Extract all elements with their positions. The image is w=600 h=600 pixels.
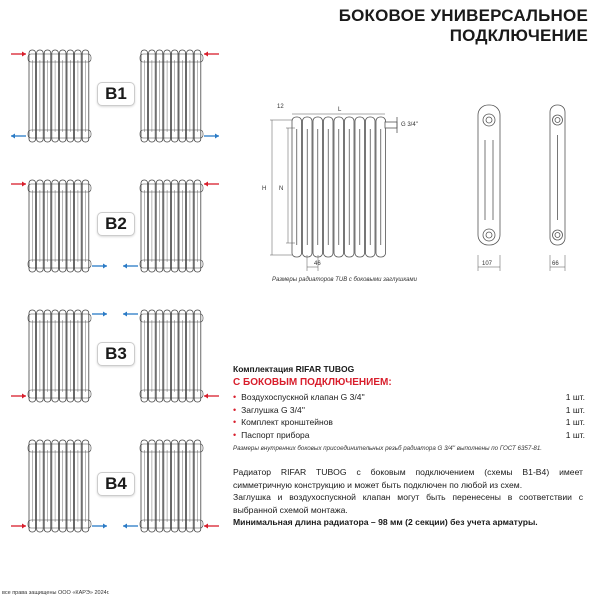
- arrowhead-icon: [22, 52, 26, 57]
- arrowhead-icon: [22, 182, 26, 187]
- technical-drawing: [250, 95, 600, 275]
- dim-N: N: [279, 186, 284, 192]
- arrowhead-icon: [11, 134, 15, 139]
- dim-L: L: [338, 107, 342, 113]
- scheme-label: B2: [97, 212, 135, 236]
- kit-item: • Воздухоспускной клапан G 3/4'' 1 шт.: [233, 392, 585, 403]
- radiator-right: [140, 180, 203, 272]
- radiator-left: [28, 180, 91, 272]
- arrowhead-icon: [123, 264, 127, 269]
- drawing-caption: Размеры радиаторов TUB с боковыми заглушками: [272, 277, 417, 283]
- arrowhead-icon: [22, 524, 26, 529]
- dim-H: H: [262, 186, 267, 192]
- dim-46: 46: [314, 261, 321, 267]
- radiator-right: [140, 440, 203, 532]
- arrowhead-icon: [103, 264, 107, 269]
- bullet-icon: •: [233, 404, 237, 415]
- dim-107: 107: [482, 261, 493, 267]
- arrowhead-icon: [123, 524, 127, 529]
- scheme-b1: [0, 44, 232, 144]
- radiator-right: [140, 50, 203, 142]
- kit-item: • Паспорт прибора 1 шт.: [233, 429, 585, 440]
- bullet-icon: •: [233, 429, 237, 440]
- radiator-right: [140, 310, 203, 402]
- radiator-left: [28, 440, 91, 532]
- description: Радиатор RIFAR TUBOG с боковым подключением (схемы B1-B4) имеет симметричную конструкцию и может быть подключен по любой из схем. Заглушка и воздухоспускной клапан могут быть перенесены в соответствии с выбранной схемой монтажа. Минимальная длина радиатора – 98 мм (2 секции) без учета арматуры.: [233, 467, 583, 527]
- scheme-label: B4: [97, 472, 135, 496]
- arrowhead-icon: [123, 312, 127, 317]
- scheme-b2: [0, 174, 232, 274]
- copyright: все права защищены ООО «КАРЭ» 2024г.: [2, 590, 110, 596]
- arrowhead-icon: [103, 312, 107, 317]
- arrowhead-icon: [204, 524, 208, 529]
- kit-note: Размеры внутренних боковых присоединительных резьб радиатора G 3/4'' выполнены по ГОСТ 6357-81.: [233, 445, 542, 452]
- thread-label: G 3/4'': [401, 122, 418, 128]
- scheme-label: B3: [97, 342, 135, 366]
- bullet-icon: •: [233, 392, 237, 403]
- kit-subheading: С БОКОВЫМ ПОДКЛЮЧЕНИЕМ:: [233, 377, 392, 388]
- dim-66: 66: [552, 261, 559, 267]
- kit-contents: [233, 364, 585, 452]
- page-title: БОКОВОЕ УНИВЕРСАЛЬНОЕ ПОДКЛЮЧЕНИЕ: [338, 6, 588, 45]
- scheme-b4: [0, 434, 232, 534]
- arrowhead-icon: [22, 394, 26, 399]
- kit-item: • Комплект кронштейнов 1 шт.: [233, 417, 585, 428]
- arrowhead-icon: [204, 394, 208, 399]
- arrowhead-icon: [204, 182, 208, 187]
- kit-heading: Комплектация RIFAR TUBOG: [233, 364, 355, 374]
- scheme-label: B1: [97, 82, 135, 106]
- radiator-left: [28, 50, 91, 142]
- arrowhead-icon: [204, 52, 208, 57]
- dim-12: 12: [277, 104, 284, 110]
- kit-item: • Заглушка G 3/4'' 1 шт.: [233, 404, 585, 415]
- radiator-left: [28, 310, 91, 402]
- scheme-b3: [0, 304, 232, 404]
- arrowhead-icon: [215, 134, 219, 139]
- bullet-icon: •: [233, 417, 237, 428]
- arrowhead-icon: [103, 524, 107, 529]
